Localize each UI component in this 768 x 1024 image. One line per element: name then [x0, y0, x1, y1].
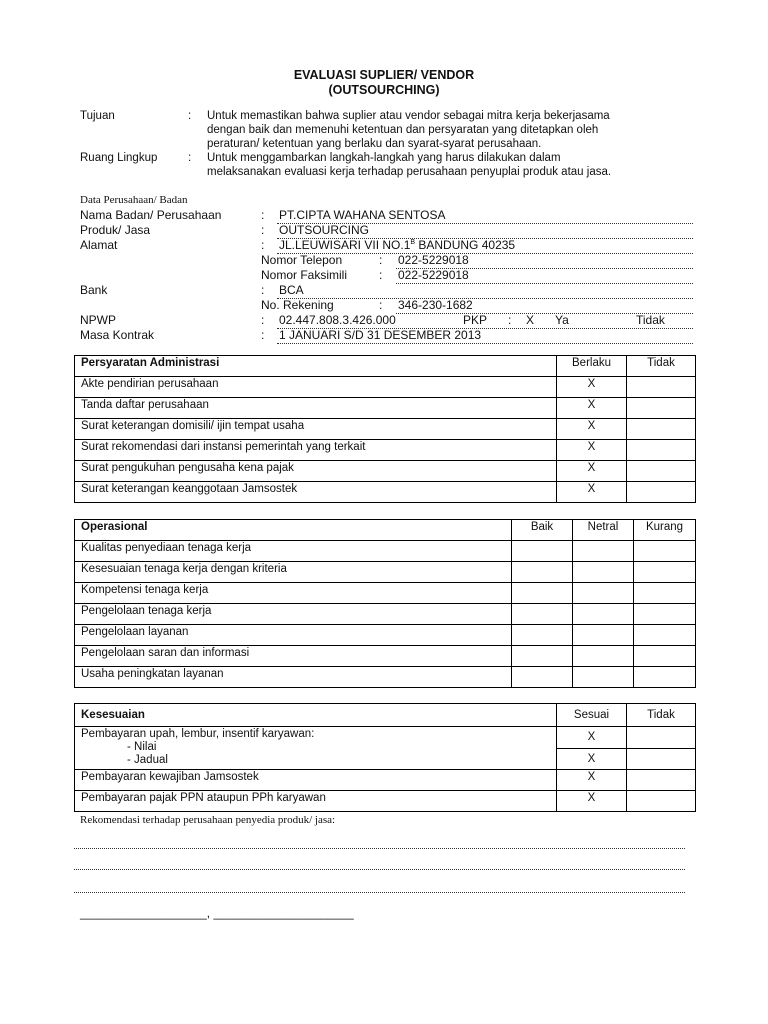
alamat-value: JL.LEUWISARI VII $NO.1^B$ BANDUNG 40235 — [279, 238, 516, 252]
alamat-colon: : — [261, 238, 265, 252]
operational-cell — [634, 667, 696, 688]
operational-row-label: Kualitas penyediaan tenaga kerja — [75, 541, 512, 562]
admin-row-berlaku: X — [557, 419, 627, 440]
conformity-jamsostek-tidak — [627, 770, 696, 791]
operational-row-label: Usaha peningkatan layanan — [75, 667, 512, 688]
admin-row-label: Akte pendirian perusahaan — [75, 377, 557, 398]
admin-row-label: Tanda daftar perusahaan — [75, 398, 557, 419]
table-row — [75, 398, 696, 419]
nama-value: PT.CIPTA WAHANA SENTOSA — [279, 208, 446, 222]
conformity-tax-sesuai: X — [557, 791, 627, 812]
table-row — [75, 482, 696, 503]
conformity-table — [74, 703, 696, 812]
operational-cell — [512, 541, 573, 562]
operational-table — [74, 519, 696, 688]
admin-row-berlaku: X — [557, 482, 627, 503]
operational-cell — [634, 562, 696, 583]
masa-kontrak-colon: : — [261, 328, 265, 342]
operational-cell — [512, 562, 573, 583]
telp-label: Nomor Telepon — [261, 253, 343, 267]
operational-header: Operasional — [75, 520, 512, 541]
fax-label: Nomor Faksimili — [261, 268, 348, 282]
operational-cell — [573, 583, 634, 604]
operational-cell — [573, 646, 634, 667]
table-row — [75, 419, 696, 440]
alamat-label: Alamat — [80, 238, 118, 252]
pkp-ya: Ya — [555, 313, 569, 327]
operational-row-label: Kesesuaian tenaga kerja dengan kriteria — [75, 562, 512, 583]
admin-row-tidak — [627, 398, 696, 419]
pkp-colon: : — [508, 313, 512, 327]
operational-col-netral: Netral — [573, 520, 634, 541]
operational-cell — [573, 604, 634, 625]
admin-row-tidak — [627, 482, 696, 503]
operational-cell — [512, 625, 573, 646]
tujuan-label: Tujuan — [80, 110, 115, 122]
operational-cell — [512, 604, 573, 625]
produk-label: Produk/ Jasa — [80, 223, 151, 237]
masa-kontrak-label: Masa Kontrak — [80, 328, 155, 342]
admin-requirements-table — [74, 355, 696, 503]
tujuan-line-2: dengan baik dan memenuhi ketentuan dan persyaratan yang ditetapkan oleh — [207, 124, 599, 136]
masa-kontrak-value: 1 JANUARI S/D 31 DESEMBER 2013 — [279, 328, 482, 342]
admin-row-tidak — [627, 419, 696, 440]
operational-cell — [573, 562, 634, 583]
operational-row-label: Kompetensi tenaga kerja — [75, 583, 512, 604]
operational-cell — [573, 625, 634, 646]
admin-row-label: Surat pengukuhan pengusaha kena pajak — [75, 461, 557, 482]
conformity-tax-tidak — [627, 791, 696, 812]
conformity-col-tidak: Tidak — [627, 704, 696, 727]
fax-value: 022-5229018 — [398, 268, 469, 282]
document-subtitle: (OUTSOURCHING) — [328, 83, 440, 97]
admin-row-berlaku: X — [557, 440, 627, 461]
operational-cell — [512, 667, 573, 688]
ruang-lingkup-line-2: melaksanakan evaluasi kerja terhadap perusahaan penyuplai produk atau jasa. — [207, 166, 612, 178]
operational-cell — [512, 646, 573, 667]
ruang-lingkup-colon: : — [188, 152, 192, 164]
pkp-mark: X — [526, 313, 535, 327]
pkp-tidak: Tidak — [636, 313, 665, 327]
conformity-wages-jadual-sesuai: X — [557, 748, 627, 770]
operational-header-row — [75, 520, 696, 541]
table-row — [75, 541, 696, 562]
admin-row-berlaku: X — [557, 461, 627, 482]
rekening-label: No. Rekening — [261, 298, 334, 312]
pkp-label: PKP — [463, 313, 488, 327]
rekening-value: 346-230-1682 — [398, 298, 473, 312]
conformity-wages-nilai-tidak — [627, 727, 696, 749]
telp-colon: : — [379, 253, 383, 267]
operational-row-label: Pengelolaan saran dan informasi — [75, 646, 512, 667]
fax-colon: : — [379, 268, 383, 282]
admin-row-berlaku: X — [557, 377, 627, 398]
rekening-colon: : — [379, 298, 383, 312]
conformity-row-wages-nilai: - Nilai — [127, 741, 157, 753]
admin-col-tidak: Tidak — [627, 356, 696, 377]
table-row — [75, 791, 696, 812]
recommendation-label: Rekomendasi terhadap perusahaan penyedia produk/ jasa: — [80, 814, 336, 826]
conformity-row-jamsostek: Pembayaran kewajiban Jamsostek — [75, 770, 557, 791]
npwp-label: NPWP — [80, 313, 116, 327]
admin-row-tidak — [627, 377, 696, 398]
admin-row-tidak — [627, 461, 696, 482]
nama-label: Nama Badan/ Perusahaan — [80, 208, 222, 222]
operational-cell — [634, 604, 696, 625]
operational-cell — [573, 667, 634, 688]
admin-header-row — [75, 356, 696, 377]
bank-label: Bank — [80, 283, 108, 297]
ruang-lingkup-line-1: Untuk menggambarkan langkah-langkah yang harus dilakukan dalam — [207, 152, 561, 164]
recommendation-line-2[interactable] — [74, 869, 685, 870]
table-row — [75, 440, 696, 461]
admin-row-label: Surat keterangan keanggotaan Jamsostek — [75, 482, 557, 503]
operational-cell — [634, 583, 696, 604]
admin-row-tidak — [627, 440, 696, 461]
recommendation-line-3[interactable] — [74, 892, 685, 893]
conformity-col-sesuai: Sesuai — [557, 704, 627, 727]
table-row — [75, 770, 696, 791]
operational-cell — [634, 541, 696, 562]
produk-value: OUTSOURCING — [279, 223, 369, 237]
conformity-wages-nilai-sesuai: X — [557, 727, 627, 749]
conformity-row-wages-label: Pembayaran upah, lembur, insentif karyawan: — [81, 728, 315, 740]
recommendation-line-1[interactable] — [74, 848, 685, 849]
admin-col-berlaku: Berlaku — [557, 356, 627, 377]
tujuan-colon: : — [188, 110, 192, 122]
table-row — [75, 604, 696, 625]
admin-row-label: Surat rekomendasi dari instansi pemerintah yang terkait — [75, 440, 557, 461]
bank-value: BCA — [279, 283, 304, 297]
conformity-header-row — [75, 704, 696, 727]
telp-value: 022-5229018 — [398, 253, 469, 267]
table-row — [75, 667, 696, 688]
tujuan-line-3: peraturan/ ketentuan yang berlaku dan syarat-syarat perusahaan. — [207, 138, 542, 150]
table-row — [75, 727, 696, 749]
conformity-jamsostek-sesuai: X — [557, 770, 627, 791]
bank-colon: : — [261, 283, 265, 297]
table-row — [75, 625, 696, 646]
table-row — [75, 646, 696, 667]
operational-cell — [634, 646, 696, 667]
admin-row-berlaku: X — [557, 398, 627, 419]
operational-row-label: Pengelolaan layanan — [75, 625, 512, 646]
table-row — [75, 583, 696, 604]
document-title: EVALUASI SUPLIER/ VENDOR — [293, 68, 475, 82]
conformity-row-wages-jadual: - Jadual — [127, 754, 168, 766]
conformity-row-tax: Pembayaran pajak PPN ataupun PPh karyawan — [75, 791, 557, 812]
operational-col-kurang: Kurang — [634, 520, 696, 541]
operational-cell — [634, 625, 696, 646]
conformity-wages-jadual-tidak — [627, 748, 696, 770]
table-row — [75, 461, 696, 482]
bank-dotline — [277, 298, 693, 299]
admin-row-label: Surat keterangan domisili/ ijin tempat usaha — [75, 419, 557, 440]
ruang-lingkup-label: Ruang Lingkup — [80, 152, 158, 164]
nama-colon: : — [261, 208, 265, 222]
produk-colon: : — [261, 223, 265, 237]
fax-dotline — [396, 283, 693, 284]
admin-header: Persyaratan Administrasi — [75, 356, 557, 377]
operational-cell — [573, 541, 634, 562]
masa-kontrak-dotline — [277, 343, 693, 344]
npwp-value: 02.447.808.3.426.000 — [279, 313, 396, 327]
npwp-colon: : — [261, 313, 265, 327]
conformity-row-wages — [75, 727, 557, 770]
company-section-title: Data Perusahaan/ Badan — [80, 194, 188, 206]
operational-cell — [512, 583, 573, 604]
signature-place-date: ___________________, _____________________ — [80, 906, 354, 920]
table-row — [75, 562, 696, 583]
conformity-header: Kesesuaian — [75, 704, 557, 727]
operational-col-baik: Baik — [512, 520, 573, 541]
tujuan-line-1: Untuk memastikan bahwa suplier atau vendor sebagai mitra kerja bekerjasama — [207, 110, 610, 122]
operational-row-label: Pengelolaan tenaga kerja — [75, 604, 512, 625]
table-row — [75, 377, 696, 398]
